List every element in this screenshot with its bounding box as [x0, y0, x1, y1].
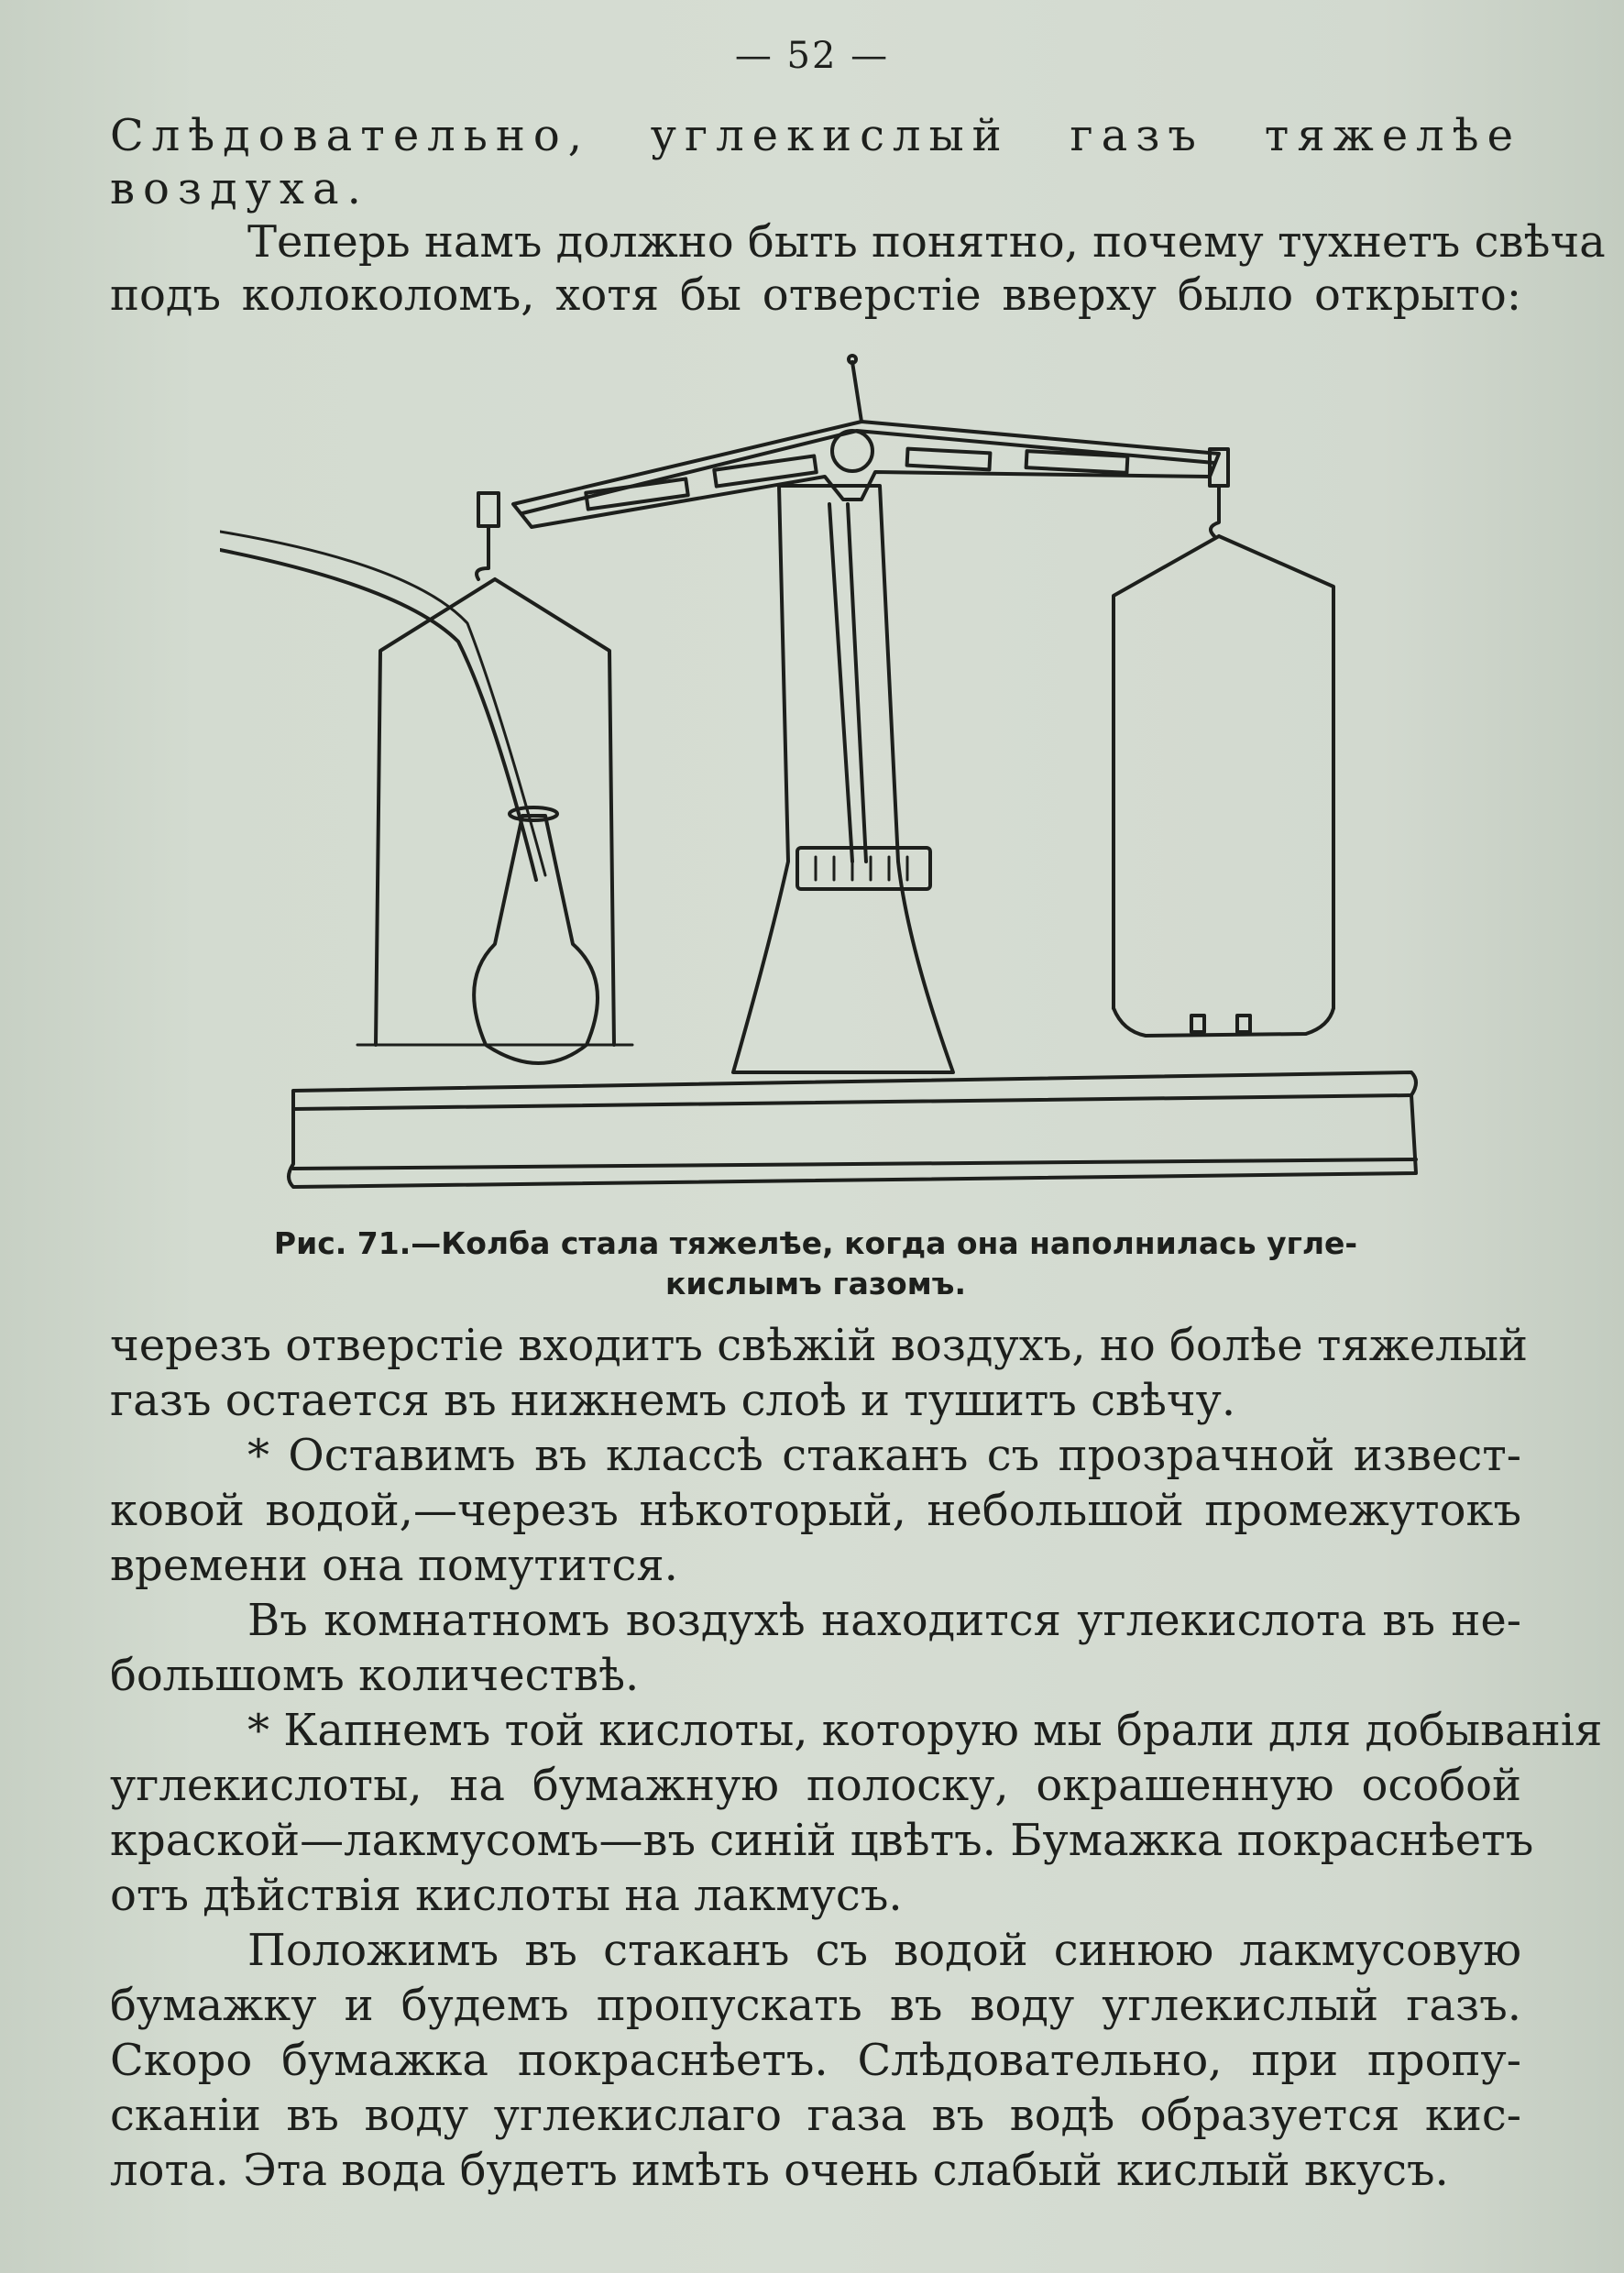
- text-line: краской—лакмусомъ—въ синій цвѣтъ. Бумажка покраснѣетъ: [110, 1815, 1534, 1866]
- text-line: большомъ количествѣ.: [110, 1650, 640, 1701]
- text-line: отъ дѣйствія кислоты на лакмусъ.: [110, 1870, 903, 1921]
- text-line: углекислоты, на бумажную полоску, окрашенную особой: [110, 1760, 1521, 1811]
- text-line: Положимъ въ стаканъ съ водой синюю лакмусовую: [247, 1925, 1521, 1976]
- text-line: подъ колоколомъ, хотя бы отверстіе вверху было открыто:: [110, 269, 1521, 321]
- flask: [474, 816, 598, 1063]
- balance-scale-illustration: [220, 348, 1430, 1210]
- text-line: Слѣдовательно, углекислый газъ тяжелѣе: [110, 110, 1521, 161]
- text-line: газъ остается въ нижнемъ слоѣ и тушитъ свѣчу.: [110, 1375, 1236, 1426]
- page-number: — 52 —: [734, 35, 890, 77]
- left-hanger: [376, 579, 614, 1045]
- scale-base: [289, 1072, 1416, 1187]
- text-line: Теперь намъ должно быть понятно, почему тухнетъ свѣча: [247, 216, 1606, 268]
- text-line: Въ комнатномъ воздухѣ находится углекислота въ не-: [247, 1595, 1521, 1646]
- text-line: сканіи въ воду углекислаго газа въ водѣ образуется кис-: [110, 2090, 1521, 2141]
- right-hanger: [1114, 536, 1333, 1008]
- column-scale-plate: [797, 848, 930, 889]
- text-line: Скоро бумажка покраснѣетъ. Слѣдовательно, при пропу-: [110, 2035, 1521, 2086]
- text-line: черезъ отверстіе входитъ свѣжій воздухъ, но болѣе тяжелый: [110, 1320, 1528, 1371]
- text-line: * Оставимъ въ классѣ стаканъ съ прозрачной извест-: [247, 1430, 1521, 1481]
- figure-caption: Рис. 71.—Колба стала тяжелѣе, когда она наполнилась угле-: [273, 1225, 1358, 1261]
- text-line: * Капнемъ той кислоты, которую мы брали для добыванія: [247, 1705, 1603, 1756]
- bell-jar: [1114, 1008, 1333, 1036]
- text-line: бумажку и будемъ пропускать въ воду углекислый газъ.: [110, 1980, 1521, 2031]
- text-line: воздуха.: [110, 163, 369, 214]
- text-line: времени она помутится.: [110, 1540, 678, 1591]
- figure-caption: кислымъ газомъ.: [664, 1266, 967, 1301]
- scale-column: [733, 486, 953, 1072]
- text-line: ковой водой,—черезъ нѣкоторый, небольшой промежутокъ: [110, 1485, 1521, 1536]
- balance-scale-drawing: [220, 348, 1430, 1210]
- text-line: лота. Эта вода будетъ имѣть очень слабый кислый вкусъ.: [110, 2145, 1449, 2196]
